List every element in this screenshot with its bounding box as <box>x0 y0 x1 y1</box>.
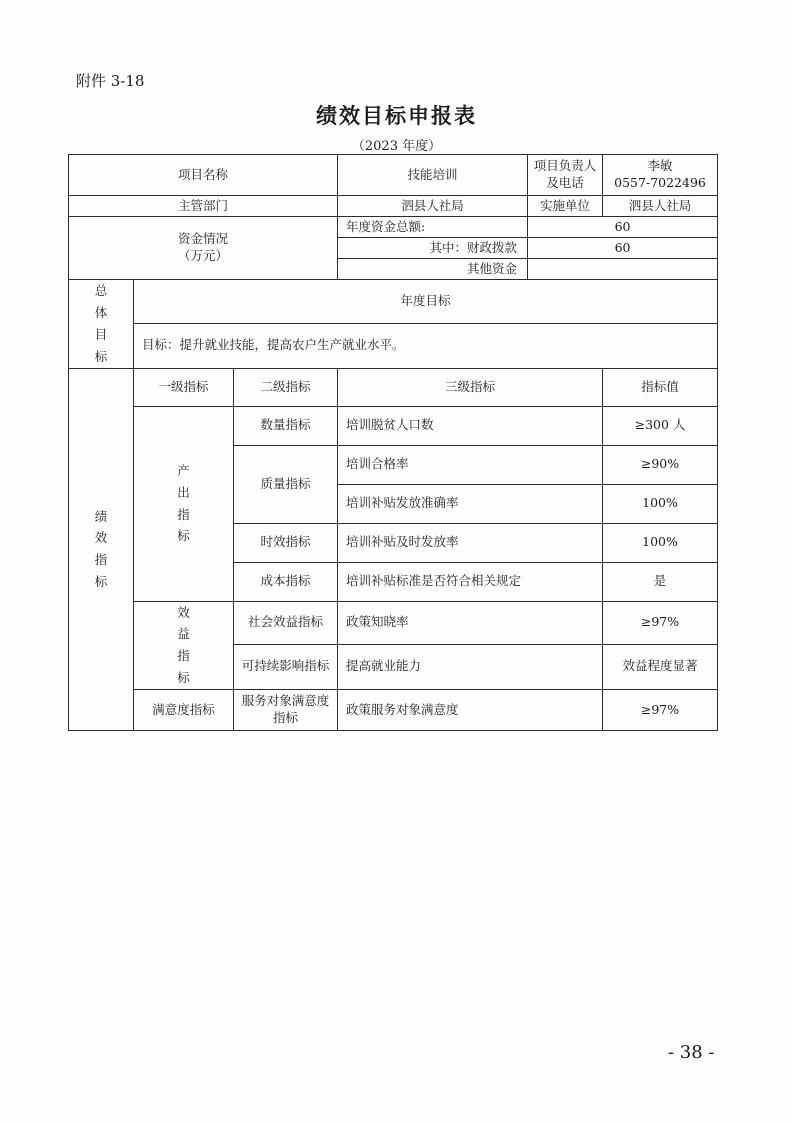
row-level3: 培训合格率 <box>338 445 603 484</box>
overall-goal-char: 体 <box>94 304 108 320</box>
page-number: - 38 - <box>668 1042 715 1063</box>
row-level2: 成本指标 <box>234 562 338 601</box>
funds-other-value <box>528 259 718 280</box>
form-title: 绩效目标申报表 <box>316 103 477 128</box>
row-level2: 服务对象满意度指标 <box>234 690 338 731</box>
benefit-char: 效 <box>177 604 190 620</box>
performance-char: 指 <box>94 552 108 568</box>
benefit-char: 标 <box>177 670 190 686</box>
overall-goal-char: 目 <box>94 326 108 342</box>
row-level2: 可持续影响指标 <box>234 644 338 689</box>
funds-other-label: 其他资金 <box>338 259 528 280</box>
row-level3: 政策服务对象满意度 <box>338 690 603 731</box>
output-char: 指 <box>177 506 190 522</box>
row-value: 是 <box>603 562 718 601</box>
performance-section-label <box>69 368 134 731</box>
owner-name: 李敏 <box>647 158 673 174</box>
owner-phone: 0557-7022496 <box>614 175 706 190</box>
row-level3: 培训脱贫人口数 <box>338 406 603 445</box>
row-value: 100% <box>603 484 718 523</box>
benefit-char: 指 <box>177 648 190 664</box>
row-level3: 政策知晓率 <box>338 601 603 644</box>
funds-total-value: 60 <box>528 217 718 238</box>
row-value: ≥90% <box>603 445 718 484</box>
funds-unit: （万元） <box>177 248 228 263</box>
header-level2: 二级指标 <box>234 368 338 406</box>
overall-goal-char: 总 <box>94 283 108 298</box>
satisfaction-indicator-label: 满意度指标 <box>134 690 234 731</box>
row-level2: 社会效益指标 <box>234 601 338 644</box>
project-name-value: 技能培训 <box>338 155 528 196</box>
performance-char: 绩 <box>94 508 108 524</box>
project-name-label: 项目名称 <box>69 155 338 196</box>
row-level2: 时效指标 <box>234 523 338 562</box>
header-value: 指标值 <box>603 368 718 406</box>
output-char: 出 <box>177 484 190 500</box>
benefit-char: 益 <box>177 626 190 642</box>
row-level2: 数量指标 <box>234 406 338 445</box>
row-value: ≥97% <box>603 690 718 731</box>
row-value: 效益程度显著 <box>603 644 718 689</box>
attachment-number: 附件 3-18 <box>76 72 145 90</box>
output-indicator-label <box>134 406 234 601</box>
overall-goal-section-label <box>69 280 134 369</box>
performance-goal-table <box>68 154 718 731</box>
row-level3: 培训补贴及时发放率 <box>338 523 603 562</box>
funds-fiscal-label: 其中：财政拨款 <box>338 238 528 259</box>
output-char: 产 <box>177 462 190 478</box>
benefit-indicator-label <box>134 601 234 690</box>
funds-label <box>69 217 338 280</box>
form-year: （2023 年度） <box>351 139 442 154</box>
row-value: ≥300 人 <box>603 406 718 445</box>
output-char: 标 <box>177 528 190 544</box>
row-value: 100% <box>603 523 718 562</box>
exec-value: 泗县人社局 <box>603 196 718 217</box>
row-level2: 质量指标 <box>234 445 338 523</box>
exec-label: 实施单位 <box>528 196 603 217</box>
annual-goal-header: 年度目标 <box>134 280 718 324</box>
performance-char: 效 <box>94 530 108 546</box>
project-owner-value <box>603 155 718 196</box>
funds-total-label: 年度资金总额: <box>338 217 528 238</box>
funds-fiscal-value: 60 <box>528 238 718 259</box>
overall-goal-char: 标 <box>94 348 108 364</box>
row-level3: 培训补贴标准是否符合相关规定 <box>338 562 603 601</box>
dept-value: 泗县人社局 <box>338 196 528 217</box>
row-level3: 培训补贴发放准确率 <box>338 484 603 523</box>
dept-label: 主管部门 <box>69 196 338 217</box>
project-owner-label: 项目负责人及电话 <box>528 155 603 196</box>
row-level3: 提高就业能力 <box>338 644 603 689</box>
annual-goal-text: 目标：提升就业技能，提高农户生产就业水平。 <box>134 324 718 368</box>
row-value: ≥97% <box>603 601 718 644</box>
performance-char: 标 <box>94 574 108 590</box>
funds-label-text: 资金情况 <box>177 231 228 247</box>
header-level1: 一级指标 <box>134 368 234 406</box>
header-level3: 三级指标 <box>338 368 603 406</box>
